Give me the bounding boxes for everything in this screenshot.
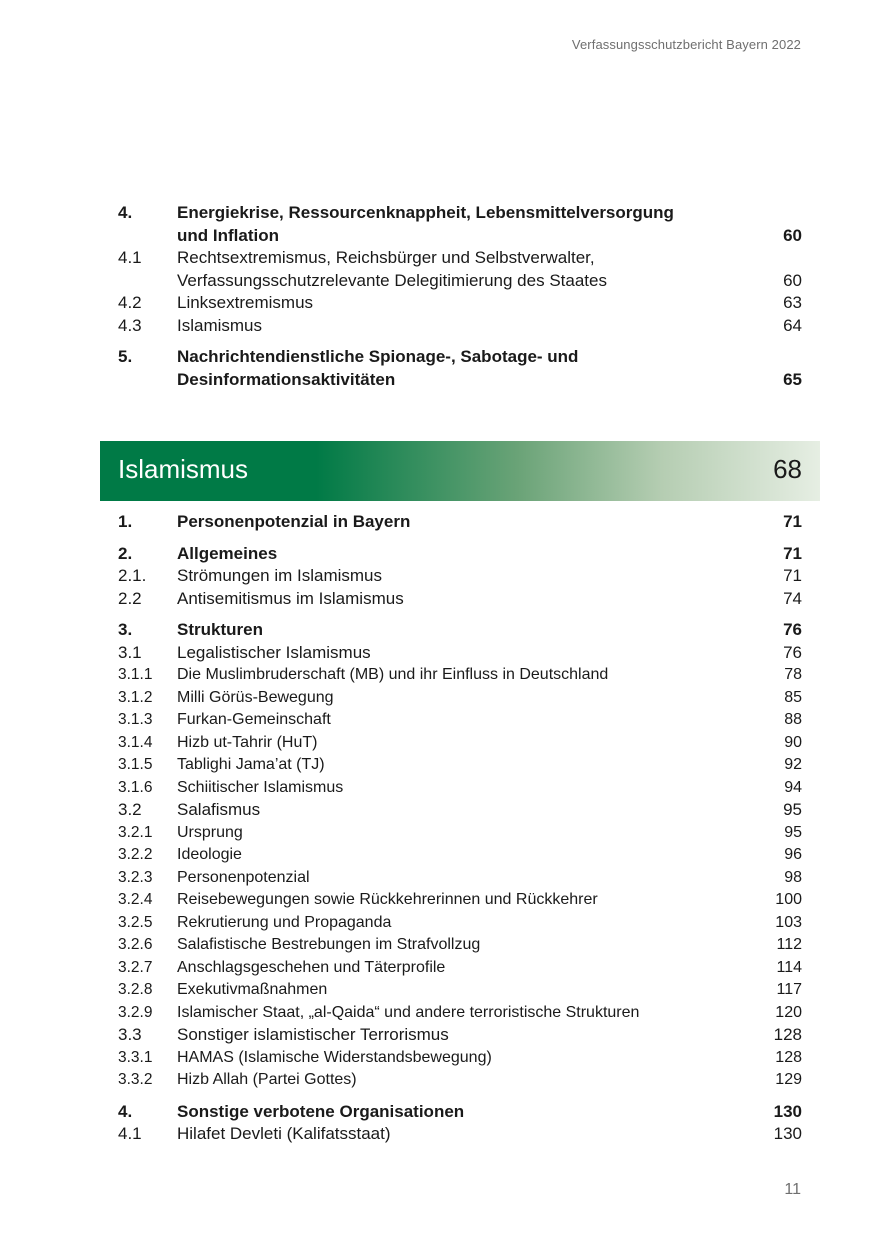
toc-entry-title: Die Muslimbruderschaft (MB) und ihr Einfluss in Deutschland [177, 666, 609, 683]
toc-entry-page: 63 [783, 293, 802, 312]
toc-entry[interactable] [118, 642, 802, 665]
toc-entry[interactable] [118, 247, 802, 292]
toc-entry[interactable] [118, 709, 802, 732]
toc-entry-number: 3.2.2 [118, 846, 153, 863]
toc-entry[interactable] [118, 687, 802, 710]
toc-entry-title-line: Desinformationsaktivitäten [177, 369, 396, 389]
toc-entry-page: 90 [784, 733, 802, 751]
toc-entry[interactable] [118, 565, 802, 588]
toc-entry-title: Personenpotenzial [177, 868, 310, 886]
toc-entry[interactable] [118, 957, 802, 980]
toc-entry[interactable] [118, 202, 802, 247]
toc-entry-number: 3.3.2 [118, 1071, 153, 1088]
toc-entry-title: Hizb Allah (Partei Gottes) [177, 1071, 357, 1088]
toc-entry-page: 71 [783, 566, 802, 585]
toc-entry-number: 4.1 [118, 248, 142, 267]
running-header: Verfassungsschutzbericht Bayern 2022 [571, 37, 801, 52]
toc-entry-page: 95 [784, 823, 802, 841]
toc-entry[interactable] [118, 732, 802, 755]
toc-entry-page: 76 [783, 642, 802, 662]
toc-entry-title-line: Rechtsextremismus, Reichsbürger und Selbstverwalter, [177, 248, 595, 267]
toc-entry-title: Schiitischer Islamismus [177, 778, 344, 796]
toc-entry-number: 3.2 [118, 800, 142, 819]
toc-entry-title: Linksextremismus [177, 293, 314, 312]
toc-entry-page-number: 65 [783, 369, 802, 389]
toc-entry-title: Ideologie [177, 846, 242, 863]
toc-entry-page: 96 [784, 846, 802, 863]
toc-entry-title: Personenpotenzial in Bayern [177, 512, 411, 531]
toc-entry-number: 3.1.2 [118, 688, 153, 706]
toc-entry-page [742, 247, 802, 292]
toc-entry[interactable] [118, 844, 802, 867]
toc-entry[interactable] [118, 346, 802, 391]
toc-entry-number: 4. [118, 1101, 133, 1121]
toc-entry[interactable] [118, 867, 802, 890]
toc-entry-page: 95 [783, 800, 802, 819]
toc-entry-page: 88 [784, 711, 802, 728]
toc-entry-title: Salafismus [177, 800, 261, 819]
toc-entry-page: 74 [783, 588, 802, 608]
toc-entry-page: 128 [773, 1025, 802, 1044]
toc-entry[interactable] [118, 754, 802, 777]
toc-entry-number: 3.1 [118, 642, 142, 662]
toc-entry[interactable] [118, 619, 802, 642]
chapter-banner-page: 68 [773, 454, 802, 484]
toc-entry-page: 78 [784, 666, 802, 683]
toc-entry-page: 98 [784, 868, 802, 886]
chapter-banner[interactable] [100, 441, 820, 501]
toc-entry-title: Allgemeines [177, 543, 278, 563]
toc-entry-page: 94 [784, 778, 802, 796]
toc-entry-title: HAMAS (Islamische Widerstandsbewegung) [177, 1048, 492, 1066]
toc-entry-title [177, 346, 742, 391]
toc-entry-title [177, 202, 742, 247]
toc-entry-page: 112 [776, 936, 802, 953]
toc-entry-title: Sonstiger islamistischer Terrorismus [177, 1025, 449, 1044]
toc-entry[interactable] [118, 777, 802, 800]
toc-entry-number: 4. [118, 203, 133, 222]
toc-entry[interactable] [118, 934, 802, 957]
toc-entry-number: 2.1. [118, 566, 147, 585]
toc-entry[interactable] [118, 315, 802, 338]
toc-entry-number: 3.2.5 [118, 913, 153, 931]
toc-entry-number: 4.1 [118, 1124, 142, 1143]
chapter-banner-title: Islamismus [118, 454, 249, 484]
toc-entry[interactable] [118, 1047, 802, 1070]
toc-top-section [118, 202, 802, 391]
toc-chapter-list [118, 511, 802, 1146]
toc-entry[interactable] [118, 889, 802, 912]
toc-entry-title: Reisebewegungen sowie Rückkehrerinnen und Rückkehrer [177, 891, 598, 908]
toc-entry-title: Ursprung [177, 823, 243, 841]
toc-entry[interactable] [118, 1069, 802, 1092]
toc-entry-title: Furkan-Gemeinschaft [177, 711, 331, 728]
toc-entry[interactable] [118, 979, 802, 1002]
toc-entry-title: Sonstige verbotene Organisationen [177, 1101, 465, 1121]
toc-entry-title-line: Nachrichtendienstliche Spionage-, Sabotage- und [177, 347, 579, 366]
toc-entry-number: 1. [118, 512, 133, 531]
toc-entry-title-line: Energiekrise, Ressourcenknappheit, Lebensmittelversorgung [177, 203, 674, 222]
toc-entry[interactable] [118, 1101, 802, 1124]
page-number: 11 [784, 1181, 801, 1198]
toc-entry-title: Rekrutierung und Propaganda [177, 913, 392, 931]
toc-entry-title: Islamischer Staat, „al-Qaida“ und andere terroristische Strukturen [177, 1003, 640, 1021]
toc-entry-title: Islamismus [177, 315, 263, 335]
toc-entry-page: 100 [775, 891, 802, 908]
toc-entry-number: 3.3.1 [118, 1048, 153, 1066]
toc-entry-title: Anschlagsgeschehen und Täterprofile [177, 958, 446, 976]
toc-entry-title: Hilafet Devleti (Kalifatsstaat) [177, 1124, 391, 1143]
toc-entry-page: 129 [775, 1071, 802, 1088]
toc-entry-number: 5. [118, 347, 133, 366]
toc-entry-title-line: Verfassungsschutzrelevante Delegitimierung des Staates [177, 270, 607, 290]
toc-entry-page [742, 346, 802, 391]
toc-entry-number: 3.2.8 [118, 981, 153, 998]
toc-entry-page: 71 [783, 512, 802, 531]
toc-entry-number: 3.3 [118, 1025, 142, 1044]
toc-entry-title: Milli Görüs-Bewegung [177, 688, 334, 706]
toc-entry[interactable] [118, 664, 802, 687]
toc-entry-page: 117 [776, 981, 802, 998]
toc-entry[interactable] [118, 1024, 802, 1047]
toc-entry-title: Hizb ut-Tahrir (HuT) [177, 733, 318, 751]
toc-entry-title: Antisemitismus im Islamismus [177, 588, 404, 608]
toc-entry-number: 3.2.3 [118, 868, 153, 886]
toc-entry[interactable] [118, 799, 802, 822]
toc-entry-title: Salafistische Bestrebungen im Strafvollzug [177, 936, 481, 953]
toc-entry-number: 3.2.4 [118, 891, 153, 908]
toc-entry[interactable] [118, 1002, 802, 1025]
toc-entry-page-number: 60 [783, 270, 802, 290]
toc-entry[interactable] [118, 822, 802, 845]
toc-entry-number: 3.2.1 [118, 823, 153, 841]
toc-entry-page: 92 [784, 756, 802, 773]
toc-entry-title-line: und Inflation [177, 225, 279, 245]
toc-entry-page: 64 [783, 315, 802, 335]
toc-entry-number: 3. [118, 620, 133, 639]
toc-entry[interactable] [118, 543, 802, 566]
toc-entry-page: 130 [773, 1124, 802, 1143]
toc-entry-page: 103 [775, 913, 802, 931]
toc-entry[interactable] [118, 588, 802, 611]
toc-entry-number: 4.2 [118, 293, 142, 312]
toc-entry-page: 76 [783, 620, 802, 639]
toc-entry[interactable] [118, 292, 802, 315]
toc-entry-number: 3.1.1 [118, 666, 153, 683]
toc-entry-number: 2. [118, 543, 133, 563]
toc-entry-number: 3.1.4 [118, 733, 153, 751]
toc-entry-number: 2.2 [118, 588, 142, 608]
toc-entry-page: 71 [783, 543, 802, 563]
toc-entry-title: Exekutivmaßnahmen [177, 981, 328, 998]
toc-entry-title: Strukturen [177, 620, 263, 639]
toc-entry-number: 3.2.6 [118, 936, 153, 953]
toc-entry-number: 3.2.9 [118, 1003, 153, 1021]
toc-entry-page: 130 [773, 1101, 802, 1121]
toc-entry-page: 114 [776, 958, 802, 976]
toc-entry-title: Strömungen im Islamismus [177, 566, 383, 585]
toc-entry-number: 3.1.3 [118, 711, 153, 728]
toc-entry-number: 3.2.7 [118, 958, 153, 976]
toc-entry[interactable] [118, 912, 802, 935]
toc-entry-number: 4.3 [118, 315, 142, 335]
toc-entry-page: 128 [775, 1048, 802, 1066]
toc-entry-title: Legalistischer Islamismus [177, 642, 371, 662]
toc-entry-title [177, 247, 742, 292]
toc-entry-page [742, 202, 802, 247]
toc-entry-page: 85 [784, 688, 802, 706]
toc-entry-page-number: 60 [783, 225, 802, 245]
toc-entry-title: Tablighi Jama’at (TJ) [177, 756, 325, 773]
toc-entry-number: 3.1.6 [118, 778, 153, 796]
toc-entry-number: 3.1.5 [118, 756, 153, 773]
toc-entry[interactable] [118, 1123, 802, 1146]
toc-entry-page: 120 [775, 1003, 802, 1021]
toc-entry[interactable] [118, 511, 802, 534]
